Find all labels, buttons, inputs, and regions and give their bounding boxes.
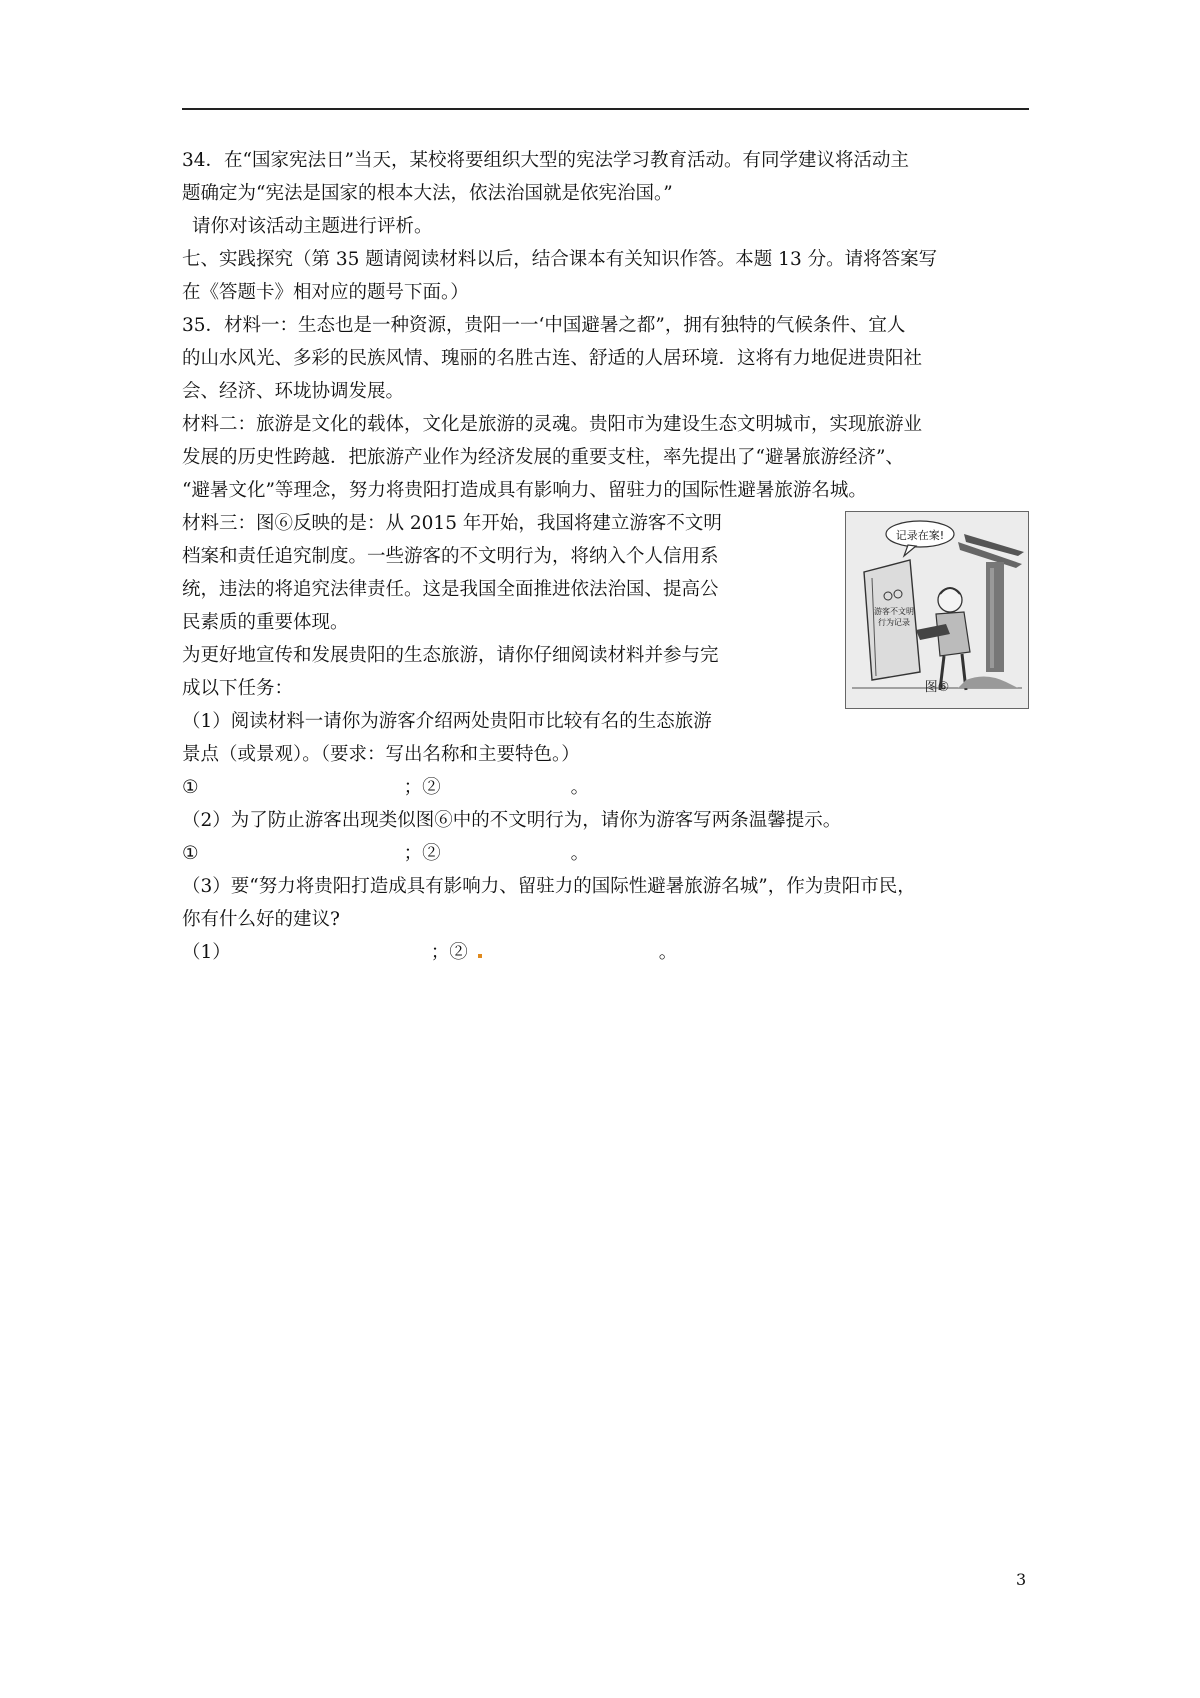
q35-task2-line1: （2）为了防止游客出现类似图⑥中的不文明行为，请你为游客写两条温馨提示。: [182, 810, 842, 831]
q35-task3-line2: 你有什么好的建议?: [182, 909, 340, 930]
q35-material1-line1: 35．材料一：生态也是一种资源，贵阳一一‘中国避暑之都”，拥有独特的气候条件、宜人: [182, 315, 906, 336]
figure-book-line2: 行为记录: [878, 618, 910, 627]
q35-task2-answer-line: [182, 837, 1029, 870]
q35-material3-line2: 档案和责任追究制度。一些游客的不文明行为，将纳入个人信用系: [182, 546, 719, 567]
q35-task1-answer-line: [182, 771, 1029, 804]
q35-material3-line4: 民素质的重要体现。: [182, 612, 349, 633]
q35-material2-line3: “避暑文化”等理念，努力将贵阳打造成具有影响力、留驻力的国际性避暑旅游名城。: [182, 480, 867, 501]
task3-answer-end: 。: [658, 942, 678, 963]
task2-answer-end: 。: [570, 843, 590, 864]
section7-line1: 七、实践探究（第 35 题请阅读材料以后，结合课本有关知识作答。本题 13 分。请将答案写: [182, 249, 938, 270]
q35-task3-answer-line: [182, 936, 1029, 969]
page-number: 3: [1016, 1570, 1027, 1589]
q35-task-line2: 成以下任务：: [182, 678, 294, 699]
q35-task1-line1: （1）阅读材料一请你为游客介绍两处贵阳市比较有名的生态旅游: [182, 711, 712, 732]
task2-answer-marker-1: ①: [182, 843, 199, 864]
task3-answer-marker-1: （1）: [182, 942, 231, 963]
stray-orange-mark: [478, 954, 482, 958]
q34-line2: 题确定为“宪法是国家的根本大法，依法治国就是依宪治国。”: [182, 183, 673, 204]
q35-material3-line1: 材料三：图⑥反映的是：从 2015 年开始，我国将建立游客不文明: [182, 513, 722, 534]
task2-answer-marker-2: ；②: [403, 843, 441, 864]
figure-caption: 图⑥: [924, 680, 950, 695]
section7-line2: 在《答题卡》相对应的题号下面。）: [182, 282, 469, 303]
figure-bubble-text: 记录在案!: [895, 529, 945, 542]
q35-material1-line3: 会、经济、环垅协调发展。: [182, 381, 405, 402]
task3-answer-marker-2: ；②: [430, 942, 468, 963]
q34-line1: 34．在“国家宪法日”当天，某校将要组织大型的宪法学习教育活动。有同学建议将活动主: [182, 150, 909, 171]
q35-task3-line1: （3）要“努力将贵阳打造成具有影响力、留驻力的国际性避暑旅游名城”，作为贵阳市民，: [182, 876, 916, 897]
header-rule: [182, 108, 1029, 110]
q35-task1-line2: 景点（或景观）。（要求：写出名称和主要特色。）: [182, 744, 580, 765]
task1-answer-end: 。: [570, 777, 590, 798]
q35-material2-line2: 发展的历史性跨越．把旅游产业作为经济发展的重要支柱，率先提出了“避暑旅游经济”、: [182, 447, 904, 468]
q35-material3-line3: 统，违法的将追究法律责任。这是我国全面推进依法治国、提高公: [182, 579, 719, 600]
figure-book-line1: 游客不文明: [874, 607, 914, 616]
task1-answer-marker-2: ；②: [403, 777, 441, 798]
q35-material1-line2: 的山水风光、多彩的民族风情、瑰丽的名胜古连、舒适的人居环境．这将有力地促进贵阳社: [182, 348, 923, 369]
q35-material2-line1: 材料二：旅游是文化的载体，文化是旅游的灵魂。贵阳市为建设生态文明城市，实现旅游业: [182, 414, 923, 435]
exam-content: [182, 144, 1029, 969]
q34-line3: 请你对该活动主题进行评析。: [192, 216, 433, 237]
task1-answer-marker-1: ①: [182, 777, 199, 798]
q35-task-line1: 为更好地宣传和发展贵阳的生态旅游，请你仔细阅读材料并参与完: [182, 645, 719, 666]
figure-6-cartoon: [845, 511, 1029, 709]
